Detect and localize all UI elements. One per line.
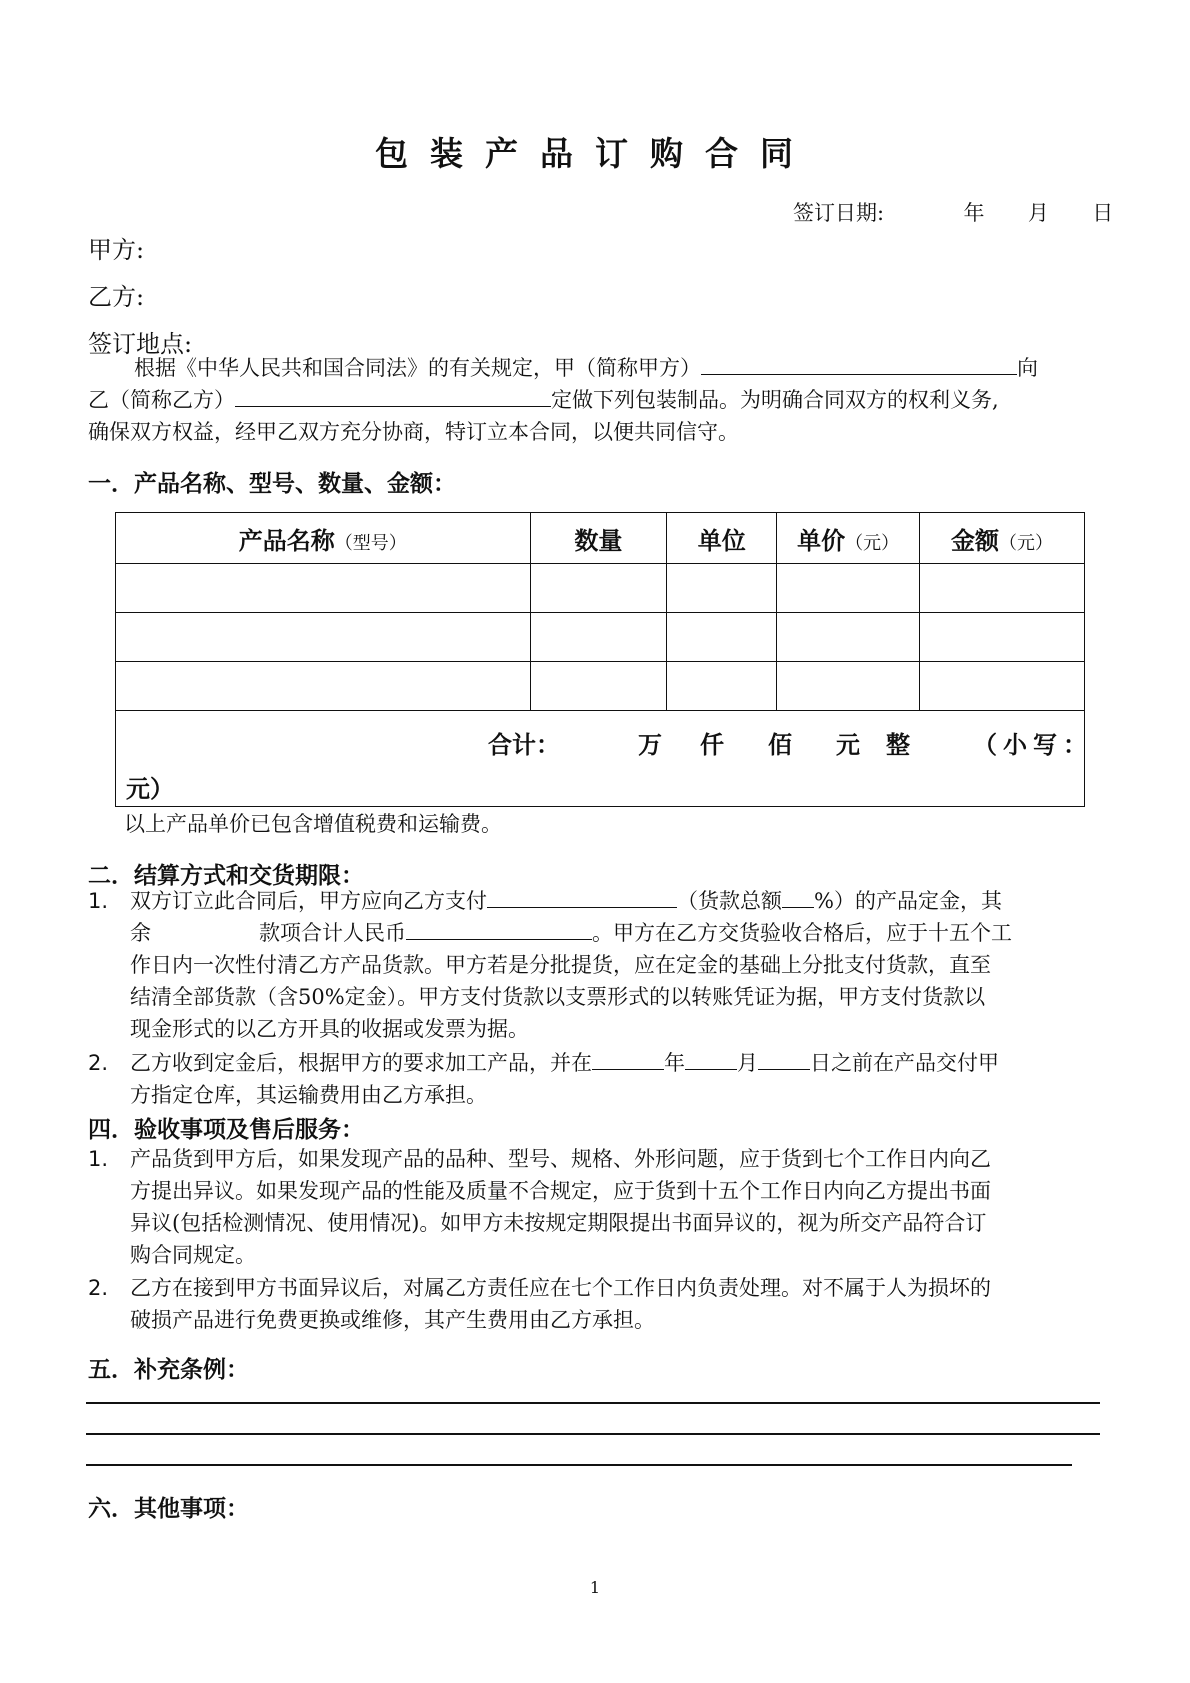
supplement-line-1[interactable] xyxy=(86,1402,1100,1404)
total-zheng: 整 xyxy=(886,731,910,759)
col-quantity: 数量 xyxy=(530,513,667,564)
supplement-line-2[interactable] xyxy=(86,1433,1100,1435)
sign-date-month: 月 xyxy=(1027,201,1049,225)
cell[interactable] xyxy=(116,564,531,613)
text: 日之前在产品交付甲 xyxy=(810,1051,999,1075)
page-number: 1 xyxy=(589,1578,601,1597)
document-title: 包装产品订购合同 xyxy=(375,134,815,173)
item-4-2-line-1: 乙方在接到甲方书面异议后，对属乙方责任应在七个工作日内负责处理。对不属于人为损坏的 xyxy=(130,1276,991,1300)
item-4-1-line-1: 产品货到甲方后，如果发现产品的品种、型号、规格、外形问题，应于货到七个工作日内向乙 xyxy=(130,1147,991,1171)
section-5-heading: 五．补充条例： xyxy=(88,1357,249,1383)
sign-date xyxy=(793,197,1113,227)
delivery-year-blank xyxy=(592,1049,664,1070)
total-small-label: （小写： xyxy=(973,731,1093,759)
item-2-2-number: 2. xyxy=(88,1051,109,1075)
total-small-end: 元） xyxy=(126,775,174,803)
cell[interactable] xyxy=(777,662,920,711)
section-4-heading: 四．验收事项及售后服务： xyxy=(88,1117,364,1143)
total-wan: 万 xyxy=(638,731,662,759)
delivery-day-blank xyxy=(758,1049,810,1070)
text: 。甲方在乙方交货验收合格后，应于十五个工 xyxy=(592,921,1012,945)
col-unit-price: 单价（元） xyxy=(777,513,920,564)
item-2-1-line-2 xyxy=(130,917,1012,949)
item-4-2-line-2: 破损产品进行免费更换或维修，其产生费用由乙方承担。 xyxy=(130,1308,655,1332)
item-4-1-line-4: 购合同规定。 xyxy=(130,1243,256,1267)
cell[interactable] xyxy=(530,564,667,613)
text: %）的产品定金，其 xyxy=(814,889,1002,913)
intro-line-2 xyxy=(88,384,999,416)
total-row xyxy=(116,711,1085,807)
sign-date-label: 签订日期: xyxy=(793,201,885,225)
cell[interactable] xyxy=(920,564,1085,613)
supplement-line-3[interactable] xyxy=(86,1464,1072,1466)
section-6-heading: 六．其他事项： xyxy=(88,1496,249,1522)
cell[interactable] xyxy=(920,662,1085,711)
cell[interactable] xyxy=(777,613,920,662)
cell[interactable] xyxy=(116,662,531,711)
item-4-1-number: 1. xyxy=(88,1147,109,1171)
cell[interactable] xyxy=(667,564,777,613)
col-amount: 金额（元） xyxy=(920,513,1085,564)
item-2-2-line-2: 方指定仓库，其运输费用由乙方承担。 xyxy=(130,1083,487,1107)
item-2-1-line-1 xyxy=(130,885,1002,917)
cell[interactable] xyxy=(667,613,777,662)
party-b-label: 乙方: xyxy=(88,283,145,311)
col-product-name: 产品名称（型号） xyxy=(116,513,531,564)
cell[interactable] xyxy=(667,662,777,711)
location-label: 签订地点: xyxy=(88,330,193,358)
item-2-1-number: 1. xyxy=(88,889,109,913)
col-unit: 单位 xyxy=(667,513,777,564)
price-note: 以上产品单价已包含增值税费和运输费。 xyxy=(124,812,502,836)
balance-amount-blank xyxy=(406,919,592,940)
item-4-1-line-3: 异议(包括检测情况、使用情况)。如甲方未按规定期限提出书面异议的，视为所交产品符合订 xyxy=(130,1211,987,1235)
item-2-1-line-4: 结清全部货款（含50%定金）。甲方支付货款以支票形式的以转账凭证为据，甲方支付货款以 xyxy=(130,985,986,1009)
table-row xyxy=(116,662,1085,711)
deposit-amount-blank xyxy=(487,887,677,908)
item-2-1-line-5: 现金形式的以乙方开具的收据或发票为据。 xyxy=(130,1017,529,1041)
total-cell xyxy=(116,711,1093,807)
text: 月 xyxy=(737,1051,758,1075)
product-table xyxy=(115,512,1093,807)
sign-date-year: 年 xyxy=(963,201,985,225)
party-a-label: 甲方: xyxy=(88,236,145,264)
intro-line-1 xyxy=(134,352,1038,384)
text: 乙方收到定金后，根据甲方的要求加工产品，并在 xyxy=(130,1051,592,1075)
section-2-heading: 二．结算方式和交货期限： xyxy=(88,863,364,889)
intro-line-1-text: 根据《中华人民共和国合同法》的有关规定，甲（简称甲方） xyxy=(134,356,701,380)
text: 年 xyxy=(664,1051,685,1075)
text: 款项合计人民币 xyxy=(259,921,406,945)
text: 余 xyxy=(130,921,151,945)
item-4-2-number: 2. xyxy=(88,1276,109,1300)
section-1-heading: 一．产品名称、型号、数量、金额： xyxy=(88,471,456,497)
table-row xyxy=(116,613,1085,662)
text: （货款总额 xyxy=(677,889,782,913)
item-2-1-line-3: 作日内一次性付清乙方产品货款。甲方若是分批提货，应在定金的基础上分批支付货款，直至 xyxy=(130,953,991,977)
delivery-month-blank xyxy=(685,1049,737,1070)
intro-line-2-end: 定做下列包装制品。为明确合同双方的权利义务, xyxy=(551,388,999,412)
intro-line-3: 确保双方权益，经甲乙双方充分协商，特订立本合同，以便共同信守。 xyxy=(88,420,739,444)
total-qian: 仟 xyxy=(700,731,724,759)
cell[interactable] xyxy=(116,613,531,662)
total-label: 合计： xyxy=(488,731,560,759)
cell[interactable] xyxy=(920,613,1085,662)
intro-line-1-end: 向 xyxy=(1017,356,1038,380)
intro-line-2-text: 乙（简称乙方） xyxy=(88,388,235,412)
item-2-2-line-1 xyxy=(130,1047,999,1079)
table-header-row xyxy=(116,513,1085,564)
party-a-name-blank xyxy=(701,354,1017,375)
item-4-1-line-2: 方提出异议。如果发现产品的性能及质量不合规定，应于货到十五个工作日内向乙方提出书面 xyxy=(130,1179,991,1203)
party-b-name-blank xyxy=(235,386,551,407)
cell[interactable] xyxy=(530,613,667,662)
table-row xyxy=(116,564,1085,613)
cell[interactable] xyxy=(530,662,667,711)
total-bai: 佰 xyxy=(768,731,792,759)
deposit-percent-blank xyxy=(782,887,814,908)
text: 双方订立此合同后，甲方应向乙方支付 xyxy=(130,889,487,913)
sign-date-day: 日 xyxy=(1092,201,1114,225)
cell[interactable] xyxy=(777,564,920,613)
total-yuan: 元 xyxy=(836,731,860,759)
